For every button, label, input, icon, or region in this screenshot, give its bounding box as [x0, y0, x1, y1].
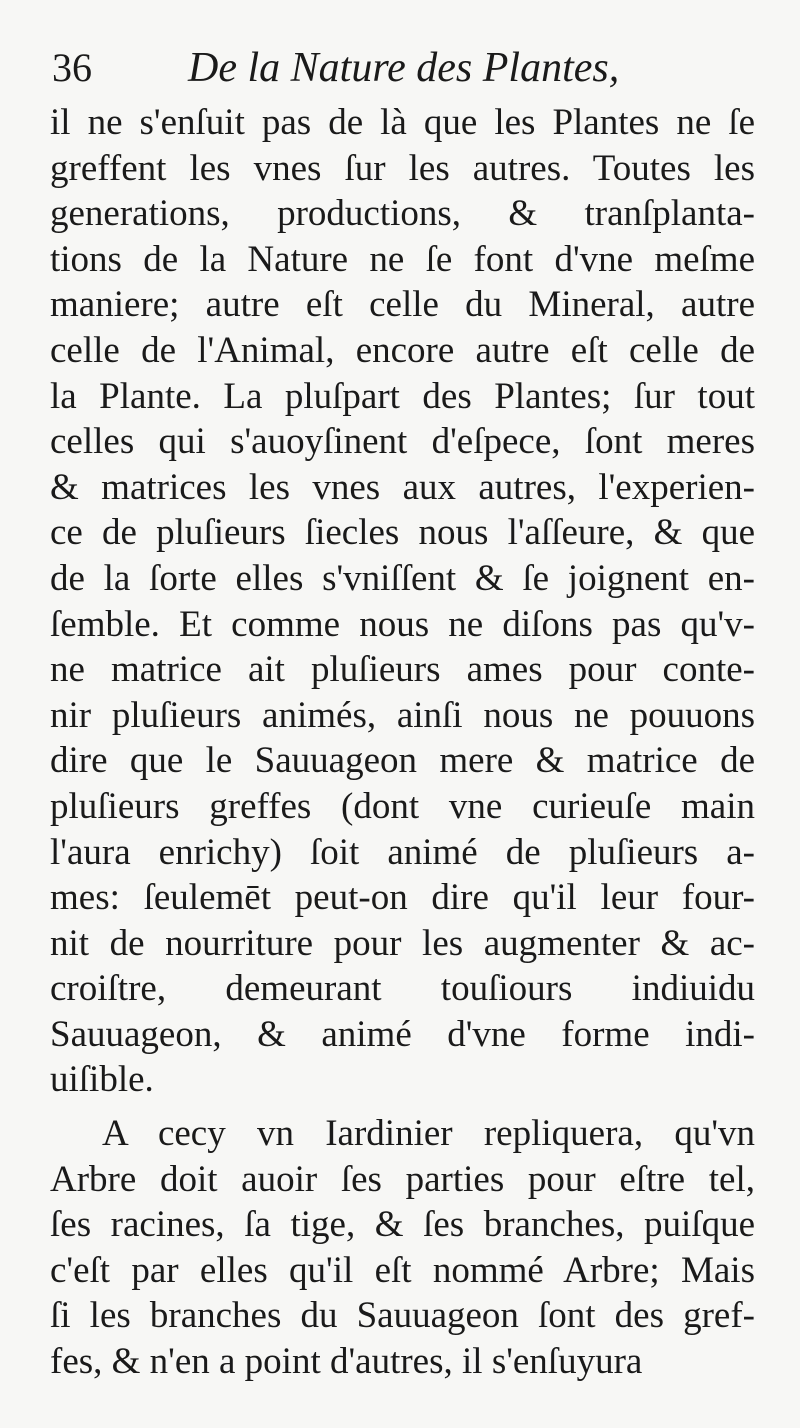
text-line: Sauuageon, & animé d'vne forme indi-: [50, 1013, 755, 1055]
text-line: l'aura enrichy) ſoit animé de pluſieurs a-: [50, 831, 755, 873]
text-line: nir pluſieurs animés, ainſi nous ne pouuons: [50, 694, 755, 736]
text-line: greffent les vnes ſur les autres. Toutes les: [50, 147, 755, 189]
text-line: la Plante. La pluſpart des Plantes; ſur tout: [50, 375, 755, 417]
running-title: De la Nature des Plantes,: [188, 45, 620, 91]
page-number: 36: [52, 45, 92, 90]
text-line: ſes racines, ſa tige, & ſes branches, puiſque: [50, 1204, 755, 1246]
text-line: mes: ſeulemēt peut-on dire qu'il leur four-: [50, 877, 755, 919]
text-line: il ne s'enſuit pas de là que les Plantes ne ſe: [50, 102, 755, 143]
body-text: [50, 100, 755, 1385]
page-header: [52, 40, 752, 96]
text-line: ſi les branches du Sauuageon ſont des gref-: [50, 1295, 755, 1337]
text-line: celle de l'Animal, encore autre eſt celle de: [50, 329, 755, 371]
text-line: croiſtre, demeurant touſiours indiuidu: [50, 968, 755, 1010]
text-line: ce de pluſieurs ſiecles nous l'aſſeure, & que: [50, 512, 755, 554]
text-line: generations, productions, & tranſplanta-: [50, 193, 755, 235]
text-line: A cecy vn Iardinier repliquera, qu'vn: [102, 1113, 755, 1155]
text-line: ſemble. Et comme nous ne diſons pas qu'v-: [50, 603, 755, 645]
text-line: nit de nourriture pour les augmenter & ac-: [50, 922, 755, 964]
paragraph-2: [50, 1111, 755, 1385]
paragraph-1: [50, 100, 755, 1103]
text-line: uiſible.: [50, 1059, 154, 1101]
text-line: c'eſt par elles qu'il eſt nommé Arbre; Mais: [50, 1249, 755, 1291]
text-line: dire que le Sauuageon mere & matrice de: [50, 740, 755, 782]
text-line: Arbre doit auoir ſes parties pour eſtre tel,: [50, 1158, 755, 1200]
paragraph-gap: [50, 1103, 755, 1111]
text-line: pluſieurs greffes (dont vne curieuſe main: [50, 785, 755, 827]
text-line: fes, & n'en a point d'autres, il s'enſuyura: [50, 1341, 643, 1383]
text-line: ne matrice ait pluſieurs ames pour conte-: [50, 649, 755, 691]
text-line: tions de la Nature ne ſe font d'vne meſme: [50, 238, 755, 280]
text-line: maniere; autre eſt celle du Mineral, autre: [50, 284, 755, 326]
text-line: de la ſorte elles s'vniſſent & ſe joignent en-: [50, 557, 755, 599]
text-line: & matrices les vnes aux autres, l'experien-: [50, 466, 755, 508]
text-line: celles qui s'auoyſinent d'eſpece, ſont meres: [50, 421, 755, 463]
